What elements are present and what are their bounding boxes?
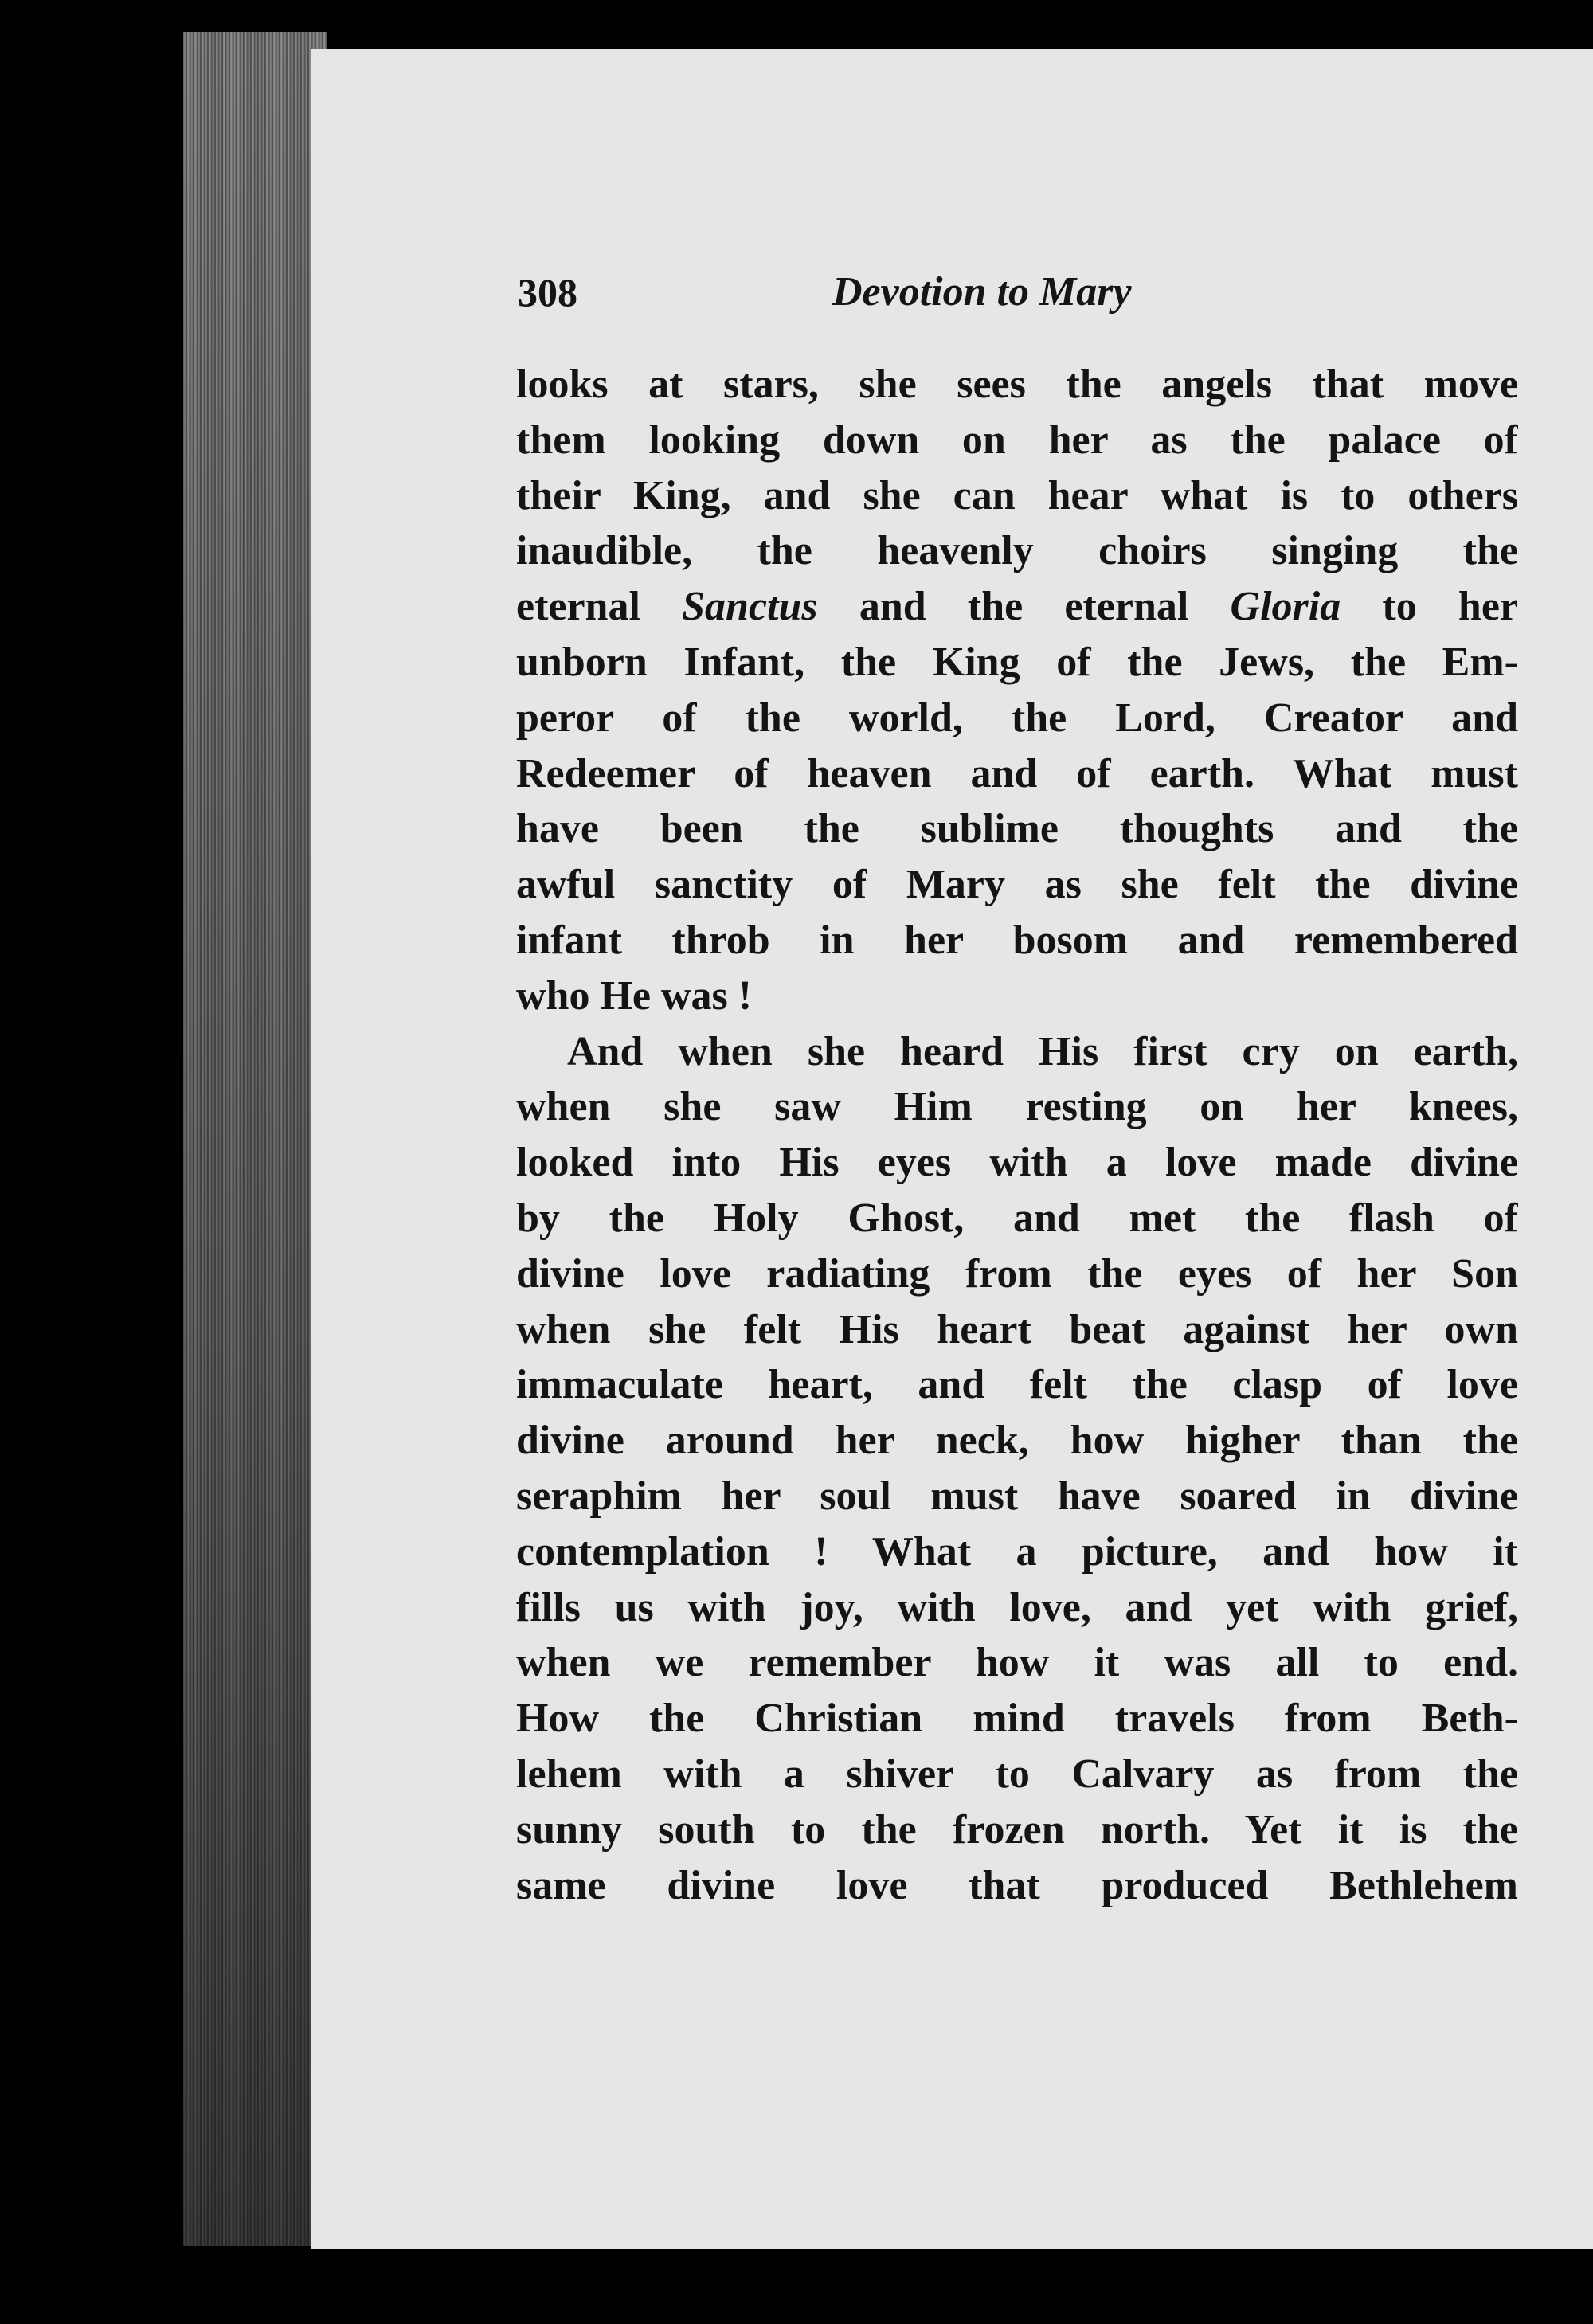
text-line: looks at stars, she sees the angels that move [516,362,1518,407]
text-line: when she saw Him resting on her knees, [516,1084,1518,1130]
text-line: divine around her neck, how higher than the [516,1418,1518,1464]
text-fragment: eternal [516,584,683,630]
text-line: when we remember how it was all to end. [516,1640,1518,1686]
text-line: have been the sublime thoughts and the [516,806,1518,852]
text-line: same divine love that produced Bethlehem [516,1862,1518,1908]
text-line: seraphim her soul must have soared in divine [516,1473,1518,1519]
page-number: 308 [518,270,577,315]
text-line: inaudible, the heavenly choirs singing the [516,528,1518,574]
text-line: infant throb in her bosom and remembered [516,917,1518,963]
text-line: when she felt His heart beat against her own [516,1306,1518,1352]
text-line: peror of the world, the Lord, Creator and [516,694,1518,741]
text-line: unborn Infant, the King of the Jews, the Em- [516,639,1518,685]
text-line-with-italics [516,579,1518,635]
text-line: Redeemer of heaven and of earth. What must [516,750,1518,796]
paragraph-start-line: And when she heard His first cry on earth, [567,1028,1518,1074]
italic-term-sanctus: Sanctus [682,584,818,630]
text-fragment: to her [1341,584,1518,630]
text-line: looked into His eyes with a love made divine [516,1140,1518,1186]
text-line: them looking down on her as the palace of [516,417,1518,463]
text-line: divine love radiating from the eyes of her Son [516,1250,1518,1297]
text-line: by the Holy Ghost, and met the flash of [516,1195,1518,1241]
text-line: lehem with a shiver to Calvary as from the [516,1751,1518,1797]
text-line: contemplation ! What a picture, and how it [516,1528,1518,1575]
text-line: awful sanctity of Mary as she felt the divine [516,862,1518,908]
text-line: their King, and she can hear what is to others [516,472,1518,518]
italic-term-gloria: Gloria [1230,584,1341,630]
body-text [516,357,1518,1913]
text-line: sunny south to the frozen north. Yet it is the [516,1806,1518,1853]
text-line: fills us with joy, with love, and yet with grief, [516,1584,1518,1630]
text-fragment: and the eternal [817,584,1231,630]
text-line: How the Christian mind travels from Beth- [516,1696,1518,1742]
page-edge-stack [183,32,327,2246]
running-title: Devotion to Mary [832,269,1132,315]
text-line: immaculate heart, and felt the clasp of love [516,1362,1518,1408]
page-header [518,267,1521,331]
paragraph-end-line: who He was ! [516,972,753,1019]
